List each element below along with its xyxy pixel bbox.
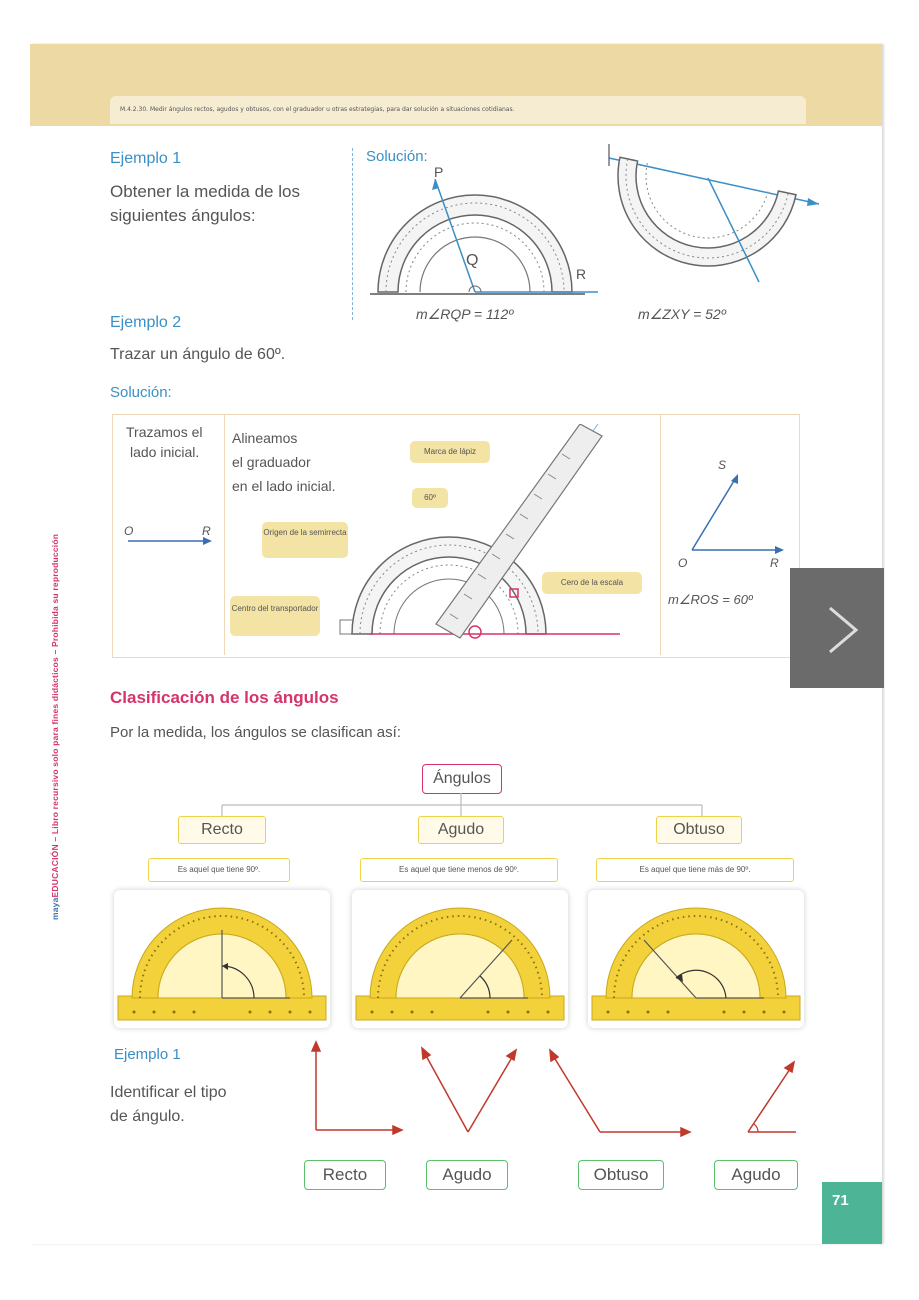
answer-4: Agudo bbox=[714, 1160, 798, 1190]
callout-scale-zero: Cero de la escala bbox=[542, 572, 642, 594]
step2-text-2: el graduador bbox=[232, 454, 311, 470]
example2-solution-label: Solución: bbox=[110, 384, 172, 401]
classification-title: Clasificación de los ángulos bbox=[110, 688, 339, 707]
step2-text-1: Alineamos bbox=[232, 430, 298, 446]
alignment-figure bbox=[330, 424, 650, 654]
answer-2: Agudo bbox=[426, 1160, 508, 1190]
result-zxy: m∠ZXY = 52º bbox=[638, 306, 726, 322]
desc-obtuse: Es aquel que tiene más de 90º. bbox=[596, 858, 794, 882]
example2-text: Trazar un ángulo de 60º. bbox=[110, 346, 286, 363]
point-o-label: O bbox=[678, 556, 688, 570]
panel-divider-1 bbox=[224, 415, 225, 655]
step1-o-label: O bbox=[124, 524, 134, 538]
card-acute-angle bbox=[352, 890, 568, 1028]
example3-text-2: de ángulo. bbox=[110, 1108, 185, 1125]
side-publisher-text bbox=[50, 534, 60, 920]
answer-1: Recto bbox=[304, 1160, 386, 1190]
callout-pencil-mark: Marca de lápiz bbox=[410, 441, 490, 463]
next-page-button[interactable] bbox=[790, 568, 884, 688]
example3-title: Ejemplo 1 bbox=[114, 1046, 181, 1063]
point-r-label: R bbox=[576, 266, 587, 282]
type-right: Recto bbox=[178, 816, 266, 844]
side-rest: EDUCACIÓN – Libro recursivo solo para fines didácticos – Prohibida su reproducción bbox=[50, 533, 60, 898]
step1-text-1: Trazamos el bbox=[126, 424, 203, 440]
side-brand: maya bbox=[50, 897, 60, 920]
type-obtuse: Obtuso bbox=[656, 816, 742, 844]
final-angle-figure bbox=[682, 464, 792, 560]
yellow-protractor-acute bbox=[352, 890, 568, 1028]
result-rqp: m∠RQP = 112º bbox=[416, 306, 514, 322]
step1-r-label: R bbox=[202, 524, 211, 538]
answer-3: Obtuso bbox=[578, 1160, 664, 1190]
point-p-label: P bbox=[434, 164, 444, 180]
tree-connectors bbox=[210, 793, 730, 817]
callout-protractor-center: Centro del transportador bbox=[230, 596, 320, 636]
desc-acute: Es aquel que tiene menos de 90º. bbox=[360, 858, 558, 882]
callout-60: 60º bbox=[412, 488, 448, 508]
card-obtuse-angle bbox=[588, 890, 804, 1028]
example3-text-1: Identificar el tipo bbox=[110, 1084, 227, 1101]
point-q-label: Q bbox=[466, 252, 479, 269]
card-right-angle bbox=[114, 890, 330, 1028]
example1-title: Ejemplo 1 bbox=[110, 150, 182, 167]
tree-root-angles: Ángulos bbox=[422, 764, 502, 794]
dashed-divider bbox=[352, 148, 353, 320]
book-page bbox=[30, 44, 882, 1244]
desc-right: Es aquel que tiene 90º. bbox=[148, 858, 290, 882]
protractor-figure-2 bbox=[604, 144, 824, 294]
example1-text-2: siguientes ángulos: bbox=[110, 206, 256, 225]
classification-intro: Por la medida, los ángulos se clasifican así: bbox=[110, 724, 401, 741]
skill-statement: M.4.2.30. Medir ángulos rectos, agudos y obtusos, con el graduador u otras estrategias, para dar solución a situaciones cotidianas. bbox=[110, 96, 806, 124]
example1-solution-label: Solución: bbox=[366, 148, 428, 165]
example2-title: Ejemplo 2 bbox=[110, 314, 182, 331]
page-number: 71 bbox=[822, 1182, 882, 1244]
example1-text-1: Obtener la medida de los bbox=[110, 182, 300, 201]
panel-divider-2 bbox=[660, 415, 661, 655]
point-s-label: S bbox=[718, 458, 727, 472]
point-r2-label: R bbox=[770, 556, 779, 570]
step2-text-3: en el lado inicial. bbox=[232, 478, 336, 494]
callout-ray-origin: Origen de la semirrecta bbox=[262, 522, 348, 558]
result-ros: m∠ROS = 60º bbox=[668, 592, 753, 607]
type-acute: Agudo bbox=[418, 816, 504, 844]
yellow-protractor-right bbox=[114, 890, 330, 1028]
chevron-right-icon bbox=[790, 568, 884, 688]
yellow-protractor-obtuse bbox=[588, 890, 804, 1028]
protractor-figure-1 bbox=[360, 164, 600, 304]
step1-text-2: lado inicial. bbox=[130, 444, 200, 460]
angle-examples bbox=[300, 1038, 800, 1138]
